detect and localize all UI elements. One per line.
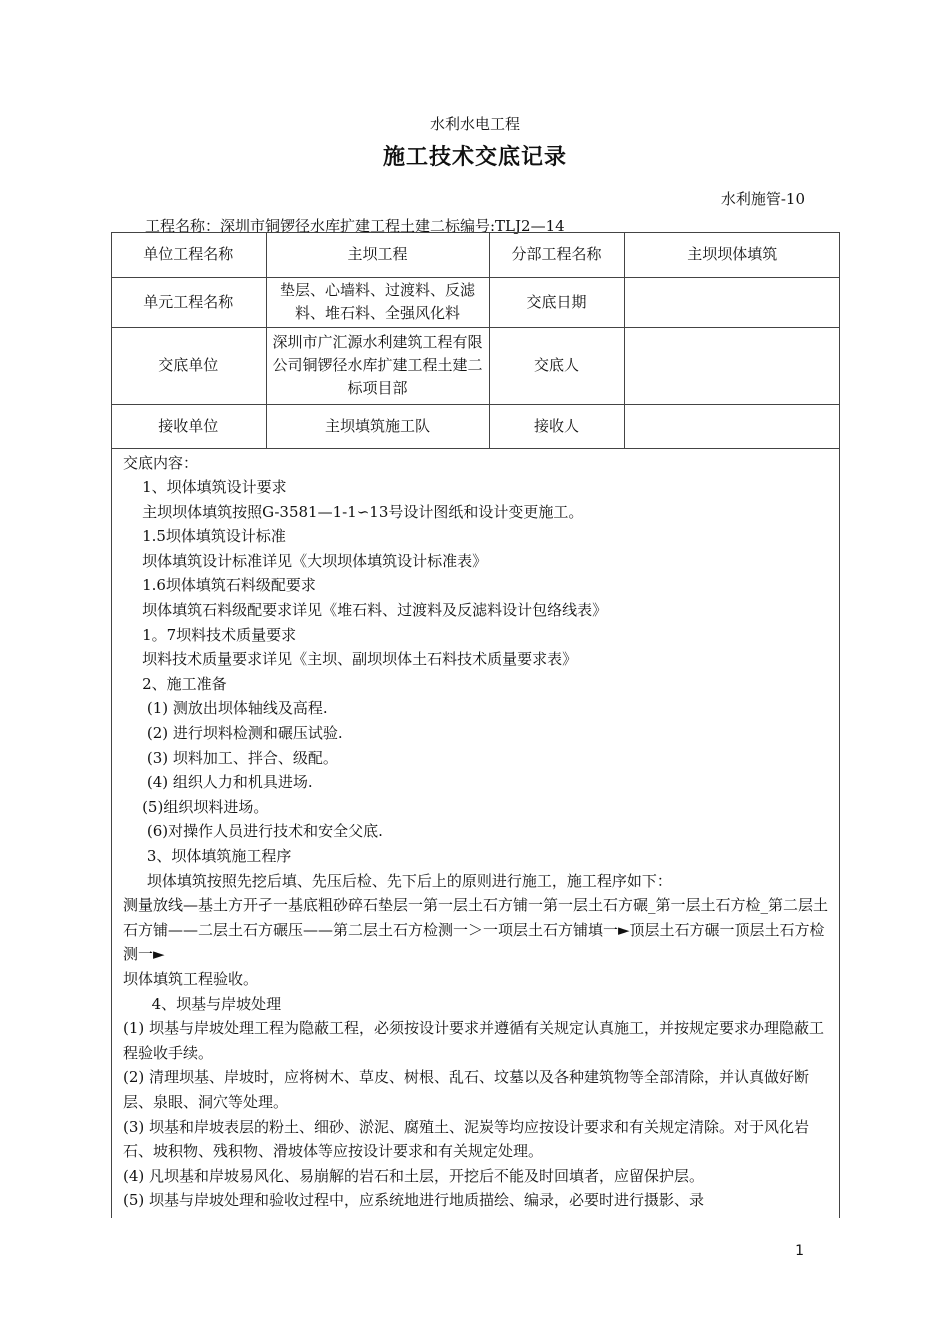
content-line: 主坝坝体填筑按照G-3581—1-1∽13号设计图纸和设计变更施工。: [123, 502, 584, 521]
content-line: 4、坝基与岸坡处理: [123, 994, 282, 1013]
receiving-unit-value: 主坝填筑施工队: [266, 404, 489, 448]
content-line: 坝体填筑石料级配要求详见《堆石料、过渡料及反滤料设计包络线表》: [123, 601, 608, 620]
table-row: [111, 232, 840, 277]
sub-project-value: 主坝坝体填筑: [624, 232, 840, 277]
construction-sequence: 测量放线—基土方开孑一基底粗砂碎石垫层一第一层土石方铺一第一层土石方碾_第一层土石方检_第二层土石方铺——二层土石方碾压——第二层土石方检测一＞一项层土石方铺填一►顶层土石方碾一顶层土石方检测一►: [123, 896, 829, 964]
handover-date-value: [624, 277, 840, 327]
content-line: 坝料技术质量要求详见《主坝、副坝坝体土石料技术质量要求表》: [123, 650, 578, 669]
content-line: 坝体填筑按照先挖后填、先压后检、先下后上的原则进行施工，施工程序如下：: [123, 871, 672, 890]
handover-content: [111, 449, 840, 1213]
unit-project-value: 主坝工程: [266, 232, 489, 277]
table-row: [111, 404, 840, 448]
content-line: 1、坝体填筑设计要求: [123, 478, 287, 497]
page-number: 1: [795, 1243, 804, 1259]
handover-person-label: 交底人: [489, 327, 624, 404]
info-table: [111, 232, 840, 449]
handover-person-value: [624, 327, 840, 404]
receiver-value: [624, 404, 840, 448]
content-line: (6)对操作人员进行技术和安全父底.: [123, 822, 383, 841]
table-row: [111, 327, 840, 404]
element-project-label: 单元工程名称: [111, 277, 266, 327]
element-project-value: 垫层、心墙料、过渡料、反滤料、堆石料、全强风化料: [266, 277, 489, 327]
content-paragraph: (4) 凡坝基和岸坡易风化、易崩解的岩石和土层，开挖后不能及时回填者，应留保护层。: [123, 1166, 705, 1185]
handover-unit-label: 交底单位: [111, 327, 266, 404]
handover-unit-value: 深圳市广汇源水利建筑工程有限公司铜锣径水库扩建工程土建二标项目部: [266, 327, 489, 404]
unit-project-label: 单位工程名称: [111, 232, 266, 277]
content-line: (4) 组织人力和机具进场.: [123, 773, 313, 792]
project-name-line: 工程名称：深圳市铜锣径水库扩建工程土建二标编号:TLJ2—14: [145, 217, 565, 235]
sub-project-label: 分部工程名称: [489, 232, 624, 277]
content-line: 1.6坝体填筑石料级配要求: [123, 576, 316, 595]
content-paragraph: (1) 坝基与岸坡处理工程为隐蔽工程，必须按设计要求并遵循有关规定认真施工，并按规定要求办理隐蔽工程验收手续。: [123, 1019, 825, 1062]
content-line: (1) 测放出坝体轴线及高程.: [123, 699, 328, 718]
content-paragraph: (2) 清理坝基、岸坡时，应将树木、草皮、树根、乱石、坟墓以及各种建筑物等全部清除，并认真做好断层、泉眼、洞穴等处理。: [123, 1068, 810, 1111]
document-subtitle: 水利水电工程: [429, 115, 520, 133]
content-heading: 交底内容：: [123, 453, 199, 472]
receiving-unit-label: 接收单位: [111, 404, 266, 448]
content-line: 坝体填筑工程验收。: [123, 969, 259, 988]
record-form: [111, 232, 840, 1218]
content-line: 1。7坝料技术质量要求: [123, 625, 297, 644]
content-line: 3、坝体填筑施工程序: [123, 847, 292, 865]
content-line: (2) 进行坝料检测和碾压试验.: [123, 724, 343, 743]
form-number: 水利施管-10: [720, 190, 805, 208]
content-line: 坝体填筑设计标准详见《大坝坝体填筑设计标准表》: [123, 551, 488, 570]
content-line: 1.5坝体填筑设计标准: [123, 527, 286, 546]
content-paragraph: (3) 坝基和岸坡表层的粉土、细砂、淤泥、腐殖土、泥炭等均应按设计要求和有关规定清除。对于风化岩石、坡积物、残积物、滑坡体等应按设计要求和有关规定处理。: [123, 1117, 810, 1161]
content-paragraph: (5) 坝基与岸坡处理和验收过程中，应系统地进行地质描绘、编录，必要时进行摄影、录: [123, 1191, 705, 1210]
content-line: (3) 坝料加工、拌合、级配。: [123, 748, 338, 767]
content-line: (5)组织坝料进场。: [123, 797, 269, 816]
receiver-label: 接收人: [489, 404, 624, 448]
handover-date-label: 交底日期: [489, 277, 624, 327]
table-row: [111, 277, 840, 327]
content-line: 2、施工准备: [123, 674, 227, 693]
document-title: 施工技术交底记录: [382, 144, 567, 170]
